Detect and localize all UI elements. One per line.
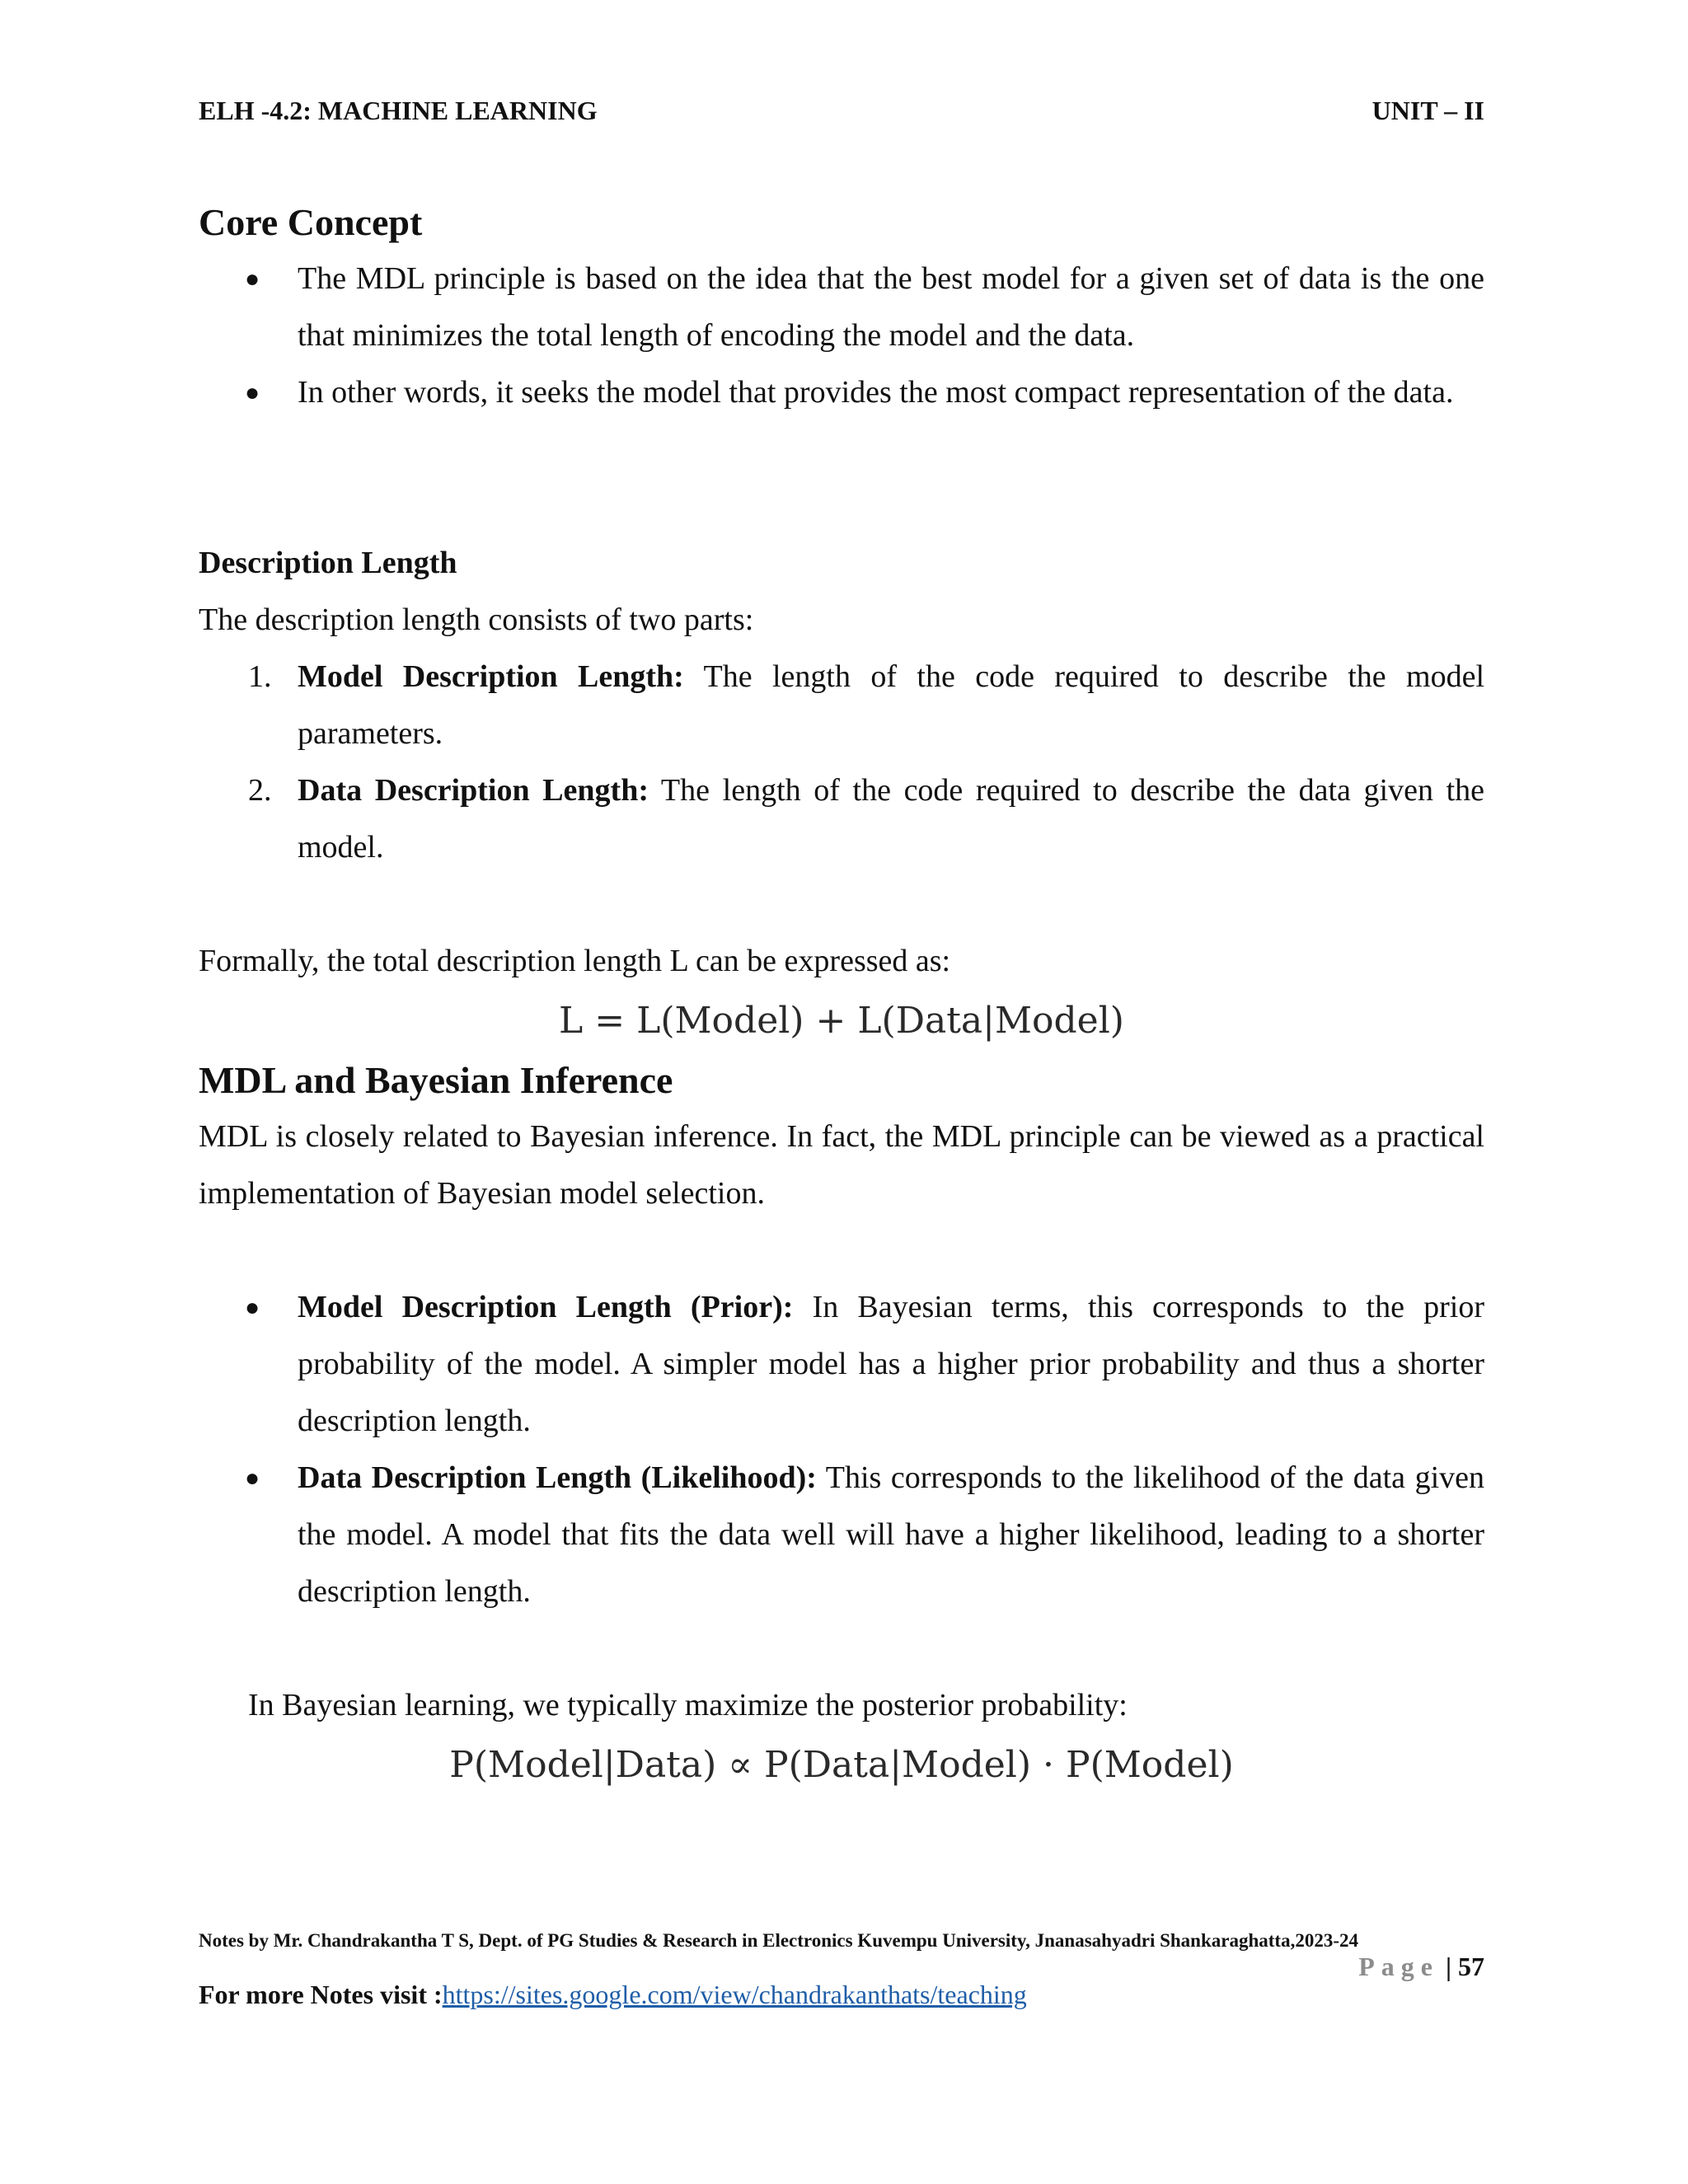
item-text: The length of the code required to describe the data given the model.	[298, 773, 1484, 865]
mdl-bayesian-intro: MDL is closely related to Bayesian inference. In fact, the MDL principle can be viewed as a practical implementation of Bayesian model selection.	[199, 1119, 1484, 1211]
footer-link-label: For more Notes visit :	[199, 1980, 443, 2009]
spacer	[199, 421, 1484, 535]
core-concept-heading: Core Concept	[199, 201, 423, 243]
spacer	[199, 1222, 1484, 1279]
spacer	[199, 876, 1484, 933]
description-length-heading: Description Length	[199, 546, 457, 580]
item-text: This corresponds to the likelihood of the data given the model. A model that fits the data well will have a higher likelihood, leading to a shorter description length.	[298, 1460, 1484, 1609]
item-term: Data Description Length (Likelihood):	[298, 1460, 817, 1495]
item-term: Data Description Length:	[298, 773, 649, 808]
page-separator: |	[1438, 1952, 1458, 1981]
list-item	[199, 762, 1484, 876]
item-text: The length of the code required to describe the model parameters.	[298, 659, 1485, 751]
mdl-bayesian-heading: MDL and Bayesian Inference	[199, 1059, 673, 1101]
item-term: Model Description Length (Prior):	[298, 1290, 794, 1324]
spacer	[199, 1620, 1484, 1677]
footer-link-line	[199, 1980, 1027, 2010]
notes-link[interactable]: https://sites.google.com/view/chandrakanthats/teaching	[442, 1980, 1027, 2009]
course-title: ELH -4.2: MACHINE LEARNING	[199, 96, 598, 125]
list-item: ● The MDL principle is based on the idea that the best model for a given set of data is the one that minimizes the total length of encoding the model and the data.	[199, 251, 1484, 364]
footer-note: Notes by Mr. Chandrakantha T S, Dept. of PG Studies & Research in Electronics Kuvempu University, Jnanasahyadri Shankaraghatta,2023-24	[199, 1930, 1358, 1951]
list-item	[199, 1279, 1484, 1450]
posterior-equation: P(Model|Data) ∝ P(Data|Model) · P(Model)	[449, 1744, 1234, 1786]
page-content	[199, 194, 1484, 1797]
page-number-value: 57	[1458, 1952, 1484, 1981]
core-concept-list	[199, 251, 1484, 421]
bullet-icon: ●	[245, 265, 260, 293]
list-item	[199, 649, 1484, 762]
formal-statement: Formally, the total description length L can be expressed as:	[199, 944, 951, 978]
item-text: In Bayesian terms, this corresponds to the prior probability of the model. A simpler model has a higher prior probability and thus a shorter description length.	[298, 1290, 1484, 1438]
item-term: Model Description Length:	[298, 659, 684, 694]
bullet-icon: ●	[245, 379, 260, 406]
page-word: Page	[1358, 1952, 1439, 1981]
list-item	[199, 1450, 1484, 1620]
bullet-icon: ●	[245, 1294, 260, 1321]
bullet-icon: ●	[245, 1465, 260, 1492]
description-length-list	[199, 649, 1484, 876]
running-header	[199, 96, 1484, 126]
mdl-bayesian-list	[199, 1279, 1484, 1620]
description-length-intro: The description length consists of two parts:	[199, 602, 754, 637]
description-length-equation: L = L(Model) + L(Data|Model)	[559, 1000, 1124, 1042]
page-number	[1195, 1952, 1484, 1982]
list-item: ● In other words, it seeks the model that provides the most compact representation of the data.	[199, 364, 1484, 421]
unit-label: UNIT – II	[1372, 96, 1484, 125]
item-number: 1.	[248, 659, 272, 694]
item-number: 2.	[248, 773, 272, 808]
posterior-statement: In Bayesian learning, we typically maximize the posterior probability:	[248, 1688, 1128, 1722]
